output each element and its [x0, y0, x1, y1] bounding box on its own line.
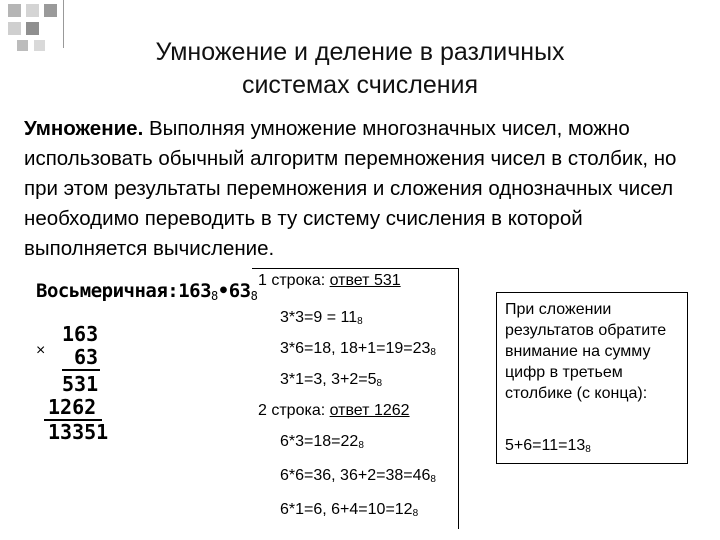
- row2-heading: 2 строка: ответ 1262: [258, 402, 410, 419]
- row1-step-2: 3*6=18, $18+1=19=23_8$: [280, 340, 436, 358]
- decor-vertical-rule: [63, 0, 64, 48]
- paragraph-lead: Умножение.: [24, 117, 144, 140]
- column-row-2: 63: [74, 345, 99, 369]
- decor-square: [8, 22, 21, 35]
- decor-square: [44, 4, 57, 17]
- multiply-sign: ×: [36, 342, 46, 359]
- row1-heading: 1 строка: ответ 531: [258, 272, 401, 289]
- paragraph-text: Выполняя умножение многозначных чисел, можно использовать обычный алгоритм перемножения чисел в столбик, но при этом результаты перемножения и сложения однозначных чисел необходимо переводить в ту систему счисления в которой выполняется вычисление.: [24, 117, 677, 260]
- slide-title: [80, 36, 640, 102]
- steps-box: [252, 268, 459, 529]
- column-row-4: 1262: [48, 395, 97, 419]
- row2-step-3: 6*1=6, $6+4=10=12_8$: [280, 501, 419, 519]
- row2-step-1: $6*3=18=22_8$: [280, 433, 364, 451]
- example-label: $Восьмеричная:163_8•63_8$: [36, 280, 258, 303]
- decor-square: [17, 40, 28, 51]
- row2-step-2: 6*6=36, $36+2=38=46_8$: [280, 467, 436, 485]
- row1-step-1: $3*3=9 = 11_8$: [280, 309, 363, 327]
- column-row-1: 163: [62, 322, 99, 346]
- title-line-1: Умножение и деление в различных: [155, 38, 565, 66]
- title-line-2: системах счисления: [241, 71, 479, 99]
- decor-square: [34, 40, 45, 51]
- decor-square: [8, 4, 21, 17]
- decor-square: [26, 4, 39, 17]
- intro-paragraph: [24, 114, 704, 264]
- column-row-3: 531: [62, 372, 99, 396]
- column-row-5: 13351: [48, 420, 109, 444]
- column-underline-1: [62, 369, 100, 371]
- note-box: [496, 292, 688, 464]
- row1-step-3: 3*1=3, $3+2=5_8$: [280, 371, 383, 389]
- note-text: При сложении результатов обратите внимание на сумму цифр в третьем столбике (с конца):: [505, 301, 667, 402]
- note-sum: $5+6=11=13_8$: [505, 437, 591, 455]
- decor-square: [26, 22, 39, 35]
